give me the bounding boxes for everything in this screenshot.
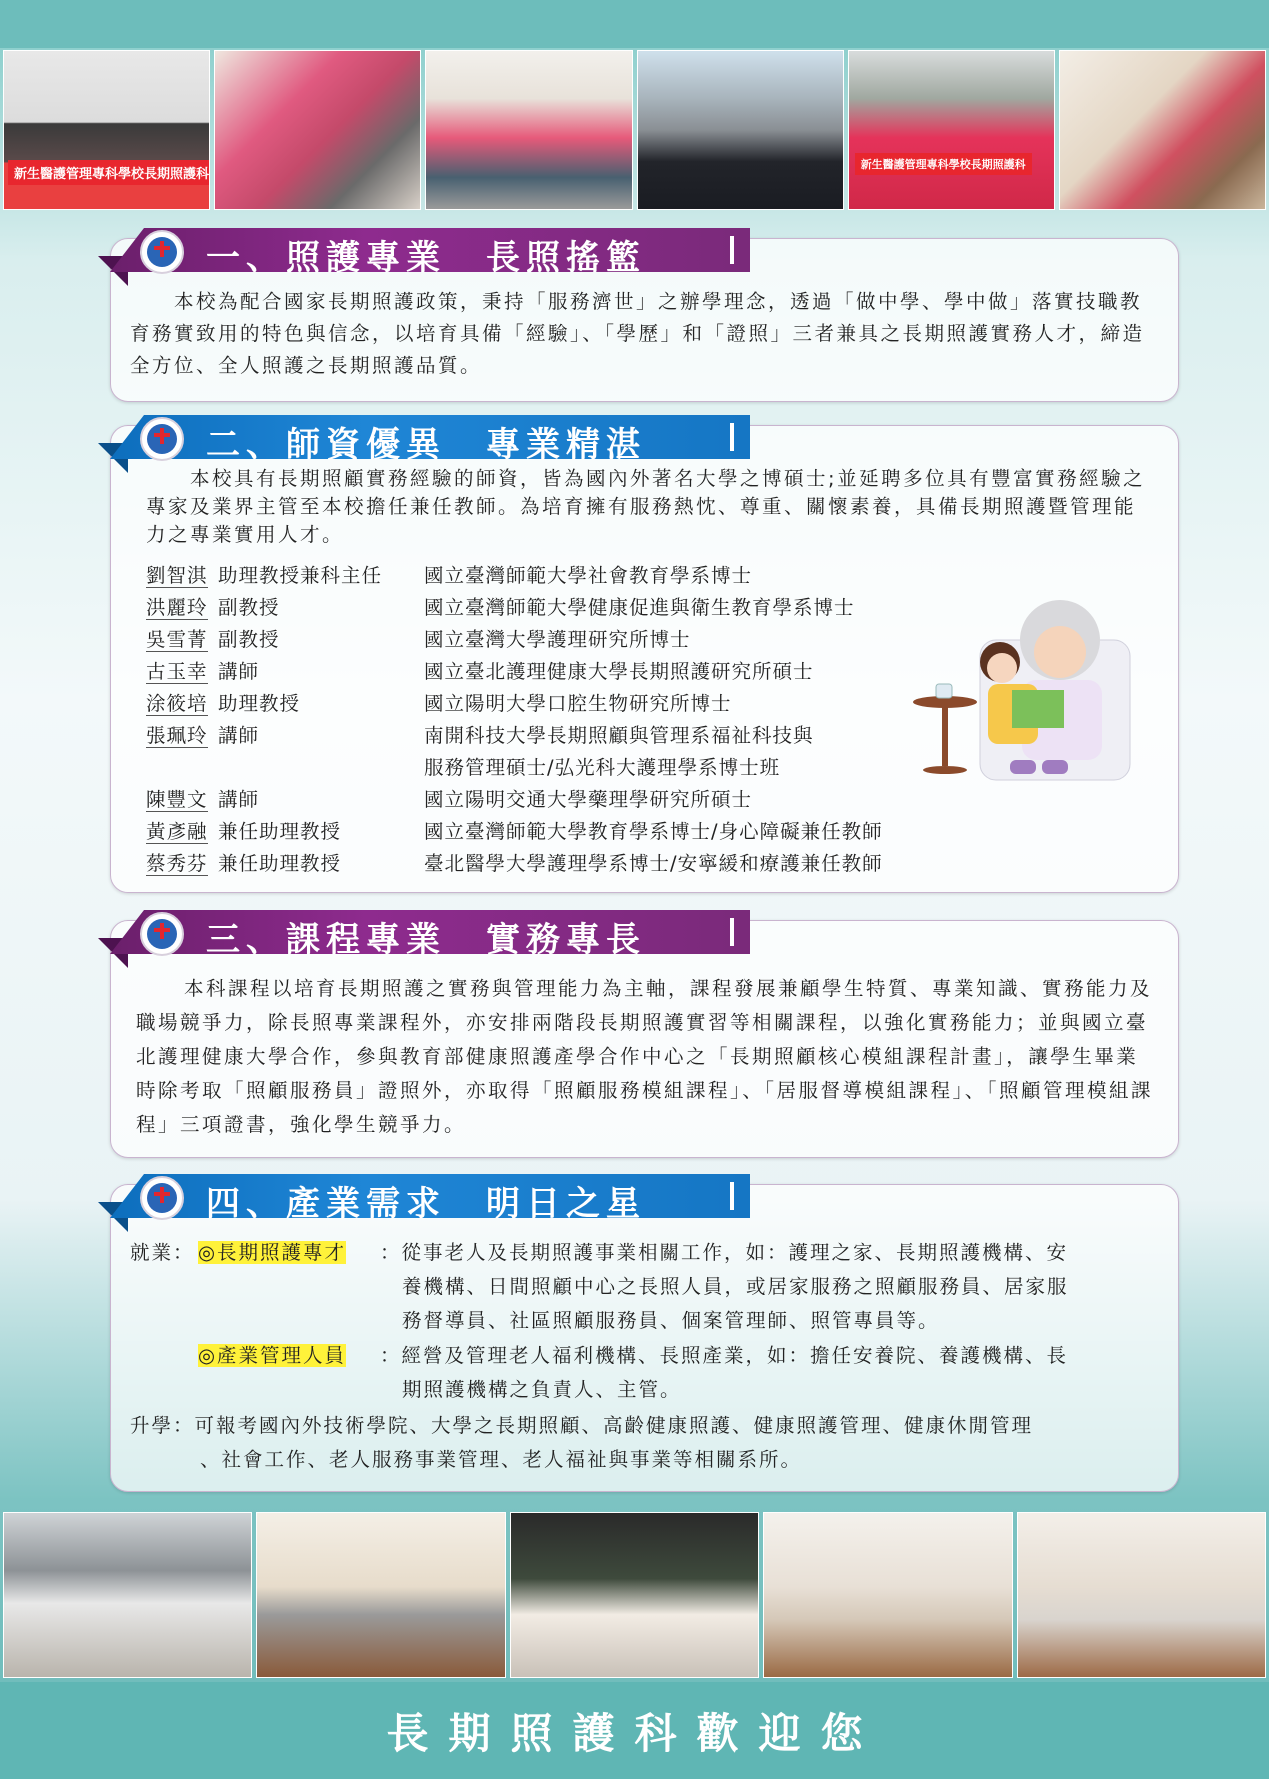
photo-activity-room bbox=[425, 50, 632, 210]
section-4-title: 四、產業需求 明日之星 bbox=[206, 1184, 646, 1224]
faculty-degree: 國立臺北護理健康大學長期照護研究所碩士 bbox=[424, 660, 814, 683]
faculty-name: 黃彥融 bbox=[146, 820, 208, 843]
photo-bedroom bbox=[1017, 1512, 1266, 1678]
faculty-degree: 服務管理碩士/弘光科大護理學系博士班 bbox=[424, 756, 781, 779]
faculty-name: 涂筱培 bbox=[146, 692, 208, 715]
section-2-body: 本校具有長期照顧實務經驗的師資，皆為國內外著名大學之博碩士;並延聘多位具有豐富實務經驗之專家及業界主管至本校擔任兼任教師。為培育擁有服務熱忱、尊重、關懷素養，具備長期照護暨管理能力之專業實用人才。 bbox=[146, 467, 1146, 546]
faculty-title: 副教授 bbox=[218, 628, 280, 651]
photo-vr-training bbox=[510, 1512, 759, 1678]
faculty-row bbox=[146, 720, 883, 752]
photo-christmas-group bbox=[848, 50, 1055, 210]
section-3-body: 本科課程以培育長期照護之實務與管理能力為主軸，課程發展兼顧學生特質、專業知識、實務能力及職場競爭力，除長照專業課程外，亦安排兩階段長期照護實習等相關課程，以強化實務能力；並與國立臺北護理健康大學合作，參與教育部健康照護產學合作中心之「長期照顧核心模組課程計畫」，讓學生畢業時除考取「照顧服務員」證照外，亦取得「照顧服務模組課程」、「居服督導模組課程」、「照顧管理模組課程」三項證書，強化學生競爭力。 bbox=[136, 977, 1154, 1136]
faculty-degree: 國立臺灣師範大學教育學系博士/身心障礙兼任教師 bbox=[424, 820, 883, 843]
faculty-degree: 臺北醫學大學護理學系博士/安寧緩和療護兼任教師 bbox=[424, 852, 883, 875]
photo-classroom bbox=[3, 1512, 252, 1678]
faculty-title bbox=[218, 752, 424, 784]
school-logo-icon bbox=[140, 912, 184, 956]
job-tag-2 bbox=[198, 1339, 346, 1373]
photo-graduation bbox=[637, 50, 844, 210]
banner-text-2: 新生醫護管理專科學校長期照護科 bbox=[855, 153, 1032, 175]
faculty-degree: 南開科技大學長期照顧與管理系福祉科技與 bbox=[424, 724, 814, 747]
section-1-body: 本校為配合國家長期照護政策，秉持「服務濟世」之辦學理念，透過「做中學、學中做」落實技職教育務實致用的特色與信念，以培育具備「經驗」、「學歷」和「證照」三者兼具之長期照護實務人才，締造全方位、全人照護之長期照護品質。 bbox=[130, 290, 1145, 377]
further-study-line-2: 、社會工作、老人服務事業管理、老人福祉與事業等相關系所。 bbox=[200, 1448, 803, 1471]
faculty-degree: 國立臺灣大學護理研究所博士 bbox=[424, 628, 691, 651]
faculty-row bbox=[146, 848, 883, 880]
faculty-title: 副教授 bbox=[218, 596, 280, 619]
faculty-name: 古玉幸 bbox=[146, 660, 208, 683]
faculty-table bbox=[146, 560, 883, 880]
faculty-row bbox=[146, 624, 883, 656]
faculty-row bbox=[146, 592, 883, 624]
faculty-degree: 國立臺灣師範大學社會教育學系博士 bbox=[424, 564, 753, 587]
school-logo-icon bbox=[140, 1176, 184, 1220]
faculty-row bbox=[146, 816, 883, 848]
section-1-title: 一、照護專業 長照搖籃 bbox=[206, 238, 646, 278]
faculty-title: 兼任助理教授 bbox=[218, 852, 342, 875]
top-bar bbox=[0, 0, 1269, 48]
photo-dining-area bbox=[763, 1512, 1012, 1678]
photo-group-banner bbox=[3, 50, 210, 210]
school-logo-icon bbox=[140, 417, 184, 461]
job-1-line-3: 務督導員、社區照顧服務員、個案管理師、照管專員等。 bbox=[402, 1309, 940, 1332]
job-tag-highlight: ◎長期照護專才 bbox=[198, 1241, 347, 1264]
faculty-name: 陳豐文 bbox=[146, 788, 208, 811]
faculty-name: 蔡秀芬 bbox=[146, 852, 208, 875]
school-logo-icon bbox=[140, 230, 184, 274]
faculty-name: 張珮玲 bbox=[146, 724, 208, 747]
footer-text: 長期照護科歡迎您 bbox=[386, 1708, 883, 1758]
faculty-name: 洪麗玲 bbox=[146, 596, 208, 619]
faculty-title: 講師 bbox=[218, 724, 260, 747]
section-2-title: 二、師資優異 專業精湛 bbox=[206, 425, 646, 465]
employment-label: 就業： bbox=[130, 1241, 195, 1264]
faculty-title: 講師 bbox=[218, 660, 260, 683]
faculty-row bbox=[146, 784, 883, 816]
faculty-name: 吳雪菁 bbox=[146, 628, 208, 651]
faculty-name: 劉智淇 bbox=[146, 564, 208, 587]
faculty-title: 兼任助理教授 bbox=[218, 820, 342, 843]
photo-living-room bbox=[256, 1512, 505, 1678]
job-1-line-1: ：從事老人及長期照護事業相關工作，如：護理之家、長期照護機構、安 bbox=[380, 1241, 1069, 1264]
faculty-row bbox=[146, 656, 883, 688]
section-1-header bbox=[110, 228, 750, 278]
faculty-degree: 國立陽明大學口腔生物研究所博士 bbox=[424, 692, 732, 715]
photo-cpr-training bbox=[214, 50, 421, 210]
photo-mobility-aid bbox=[1059, 50, 1266, 210]
job-1-line-2: 養機構、日間照顧中心之長照人員，或居家服務之照顧服務員、居家服 bbox=[402, 1275, 1069, 1298]
section-3-header bbox=[110, 910, 750, 960]
faculty-title: 講師 bbox=[218, 788, 260, 811]
faculty-row bbox=[146, 752, 883, 784]
section-4-header bbox=[110, 1174, 750, 1224]
section-3-title: 三、課程專業 實務專長 bbox=[206, 920, 646, 960]
faculty-title: 助理教授兼科主任 bbox=[218, 564, 383, 587]
job-tag-1 bbox=[198, 1236, 346, 1270]
faculty-degree: 國立臺灣師範大學健康促進與衛生教育學系博士 bbox=[424, 596, 855, 619]
faculty-row bbox=[146, 560, 883, 592]
job-2-line-1: ：經營及管理老人福利機構、長照產業，如：擔任安養院、養護機構、長 bbox=[380, 1344, 1069, 1367]
job-tag-highlight: ◎產業管理人員 bbox=[198, 1344, 347, 1367]
footer-banner bbox=[0, 1682, 1269, 1779]
faculty-row bbox=[146, 688, 883, 720]
faculty-title: 助理教授 bbox=[218, 692, 301, 715]
faculty-degree: 國立陽明交通大學藥理學研究所碩士 bbox=[424, 788, 753, 811]
grandma-reading-illustration bbox=[910, 580, 1150, 800]
job-2-line-2: 期照護機構之負責人、主管。 bbox=[402, 1378, 682, 1401]
top-photo-strip bbox=[3, 50, 1266, 210]
banner-text: 新生醫護管理專科學校長期照護科 bbox=[8, 160, 210, 185]
bottom-photo-strip bbox=[3, 1512, 1266, 1678]
further-study-line-1: 升學：可報考國內外技術學院、大學之長期照顧、高齡健康照護、健康照護管理、健康休閒管理 bbox=[130, 1414, 1034, 1437]
section-2-header bbox=[110, 415, 750, 465]
